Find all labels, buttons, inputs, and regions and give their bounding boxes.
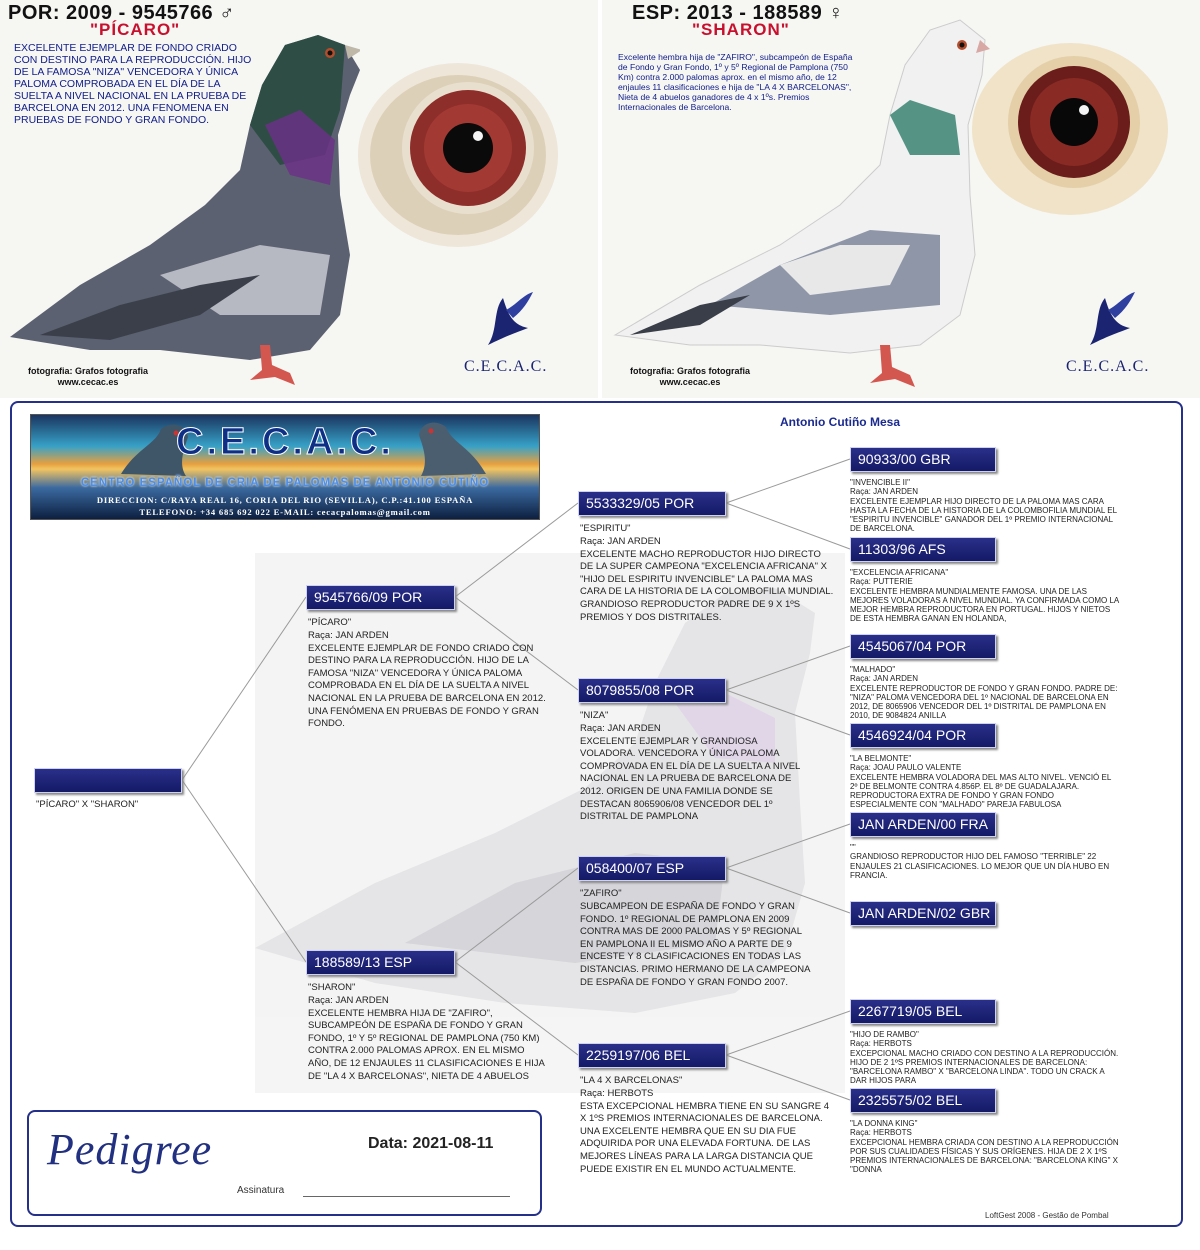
signature-label: Assinatura xyxy=(237,1185,285,1196)
sds-name: "MALHADO" xyxy=(850,665,896,674)
credit-line-1: fotografia: Grafos fotografia xyxy=(630,366,751,376)
sire-dam-description: EXCELENTE EJEMPLAR Y GRANDIOSA VOLADORA. VENCEDORA Y ÚNICA PALOMA COMPROVADA EN EL DÍA DE LA SUELTA A NIVEL NACIONAL EN LA PRUEBA DE BARCELONA DE 2012. ORIGEN DE UNA FAMILIA DONDE SE DESTACAN 8065906/08 VENCEDOR DEL 1º DISTRITAL DE PAMPLONA xyxy=(580,735,800,823)
dam-sire-ring-box[interactable]: 058400/07 ESP xyxy=(578,856,726,881)
dss-description: GRANDIOSO REPRODUCTOR HIJO DEL FAMOSO "TERRIBLE" 22 ENJAULES 21 CLASIFICACIONES. LO MEJOR QUE UN DÍA HUBO EN FRANCIA. xyxy=(850,852,1110,880)
ssd-race: Raça: PUTTERIE xyxy=(850,577,913,587)
dds-race: Raça: HERBOTS xyxy=(850,1039,912,1049)
picaro-name: "PÍCARO" xyxy=(90,20,181,39)
dam-name: "SHARON" xyxy=(308,982,356,993)
dam-sire-name: "ZAFIRO" xyxy=(580,888,622,899)
cecac-banner xyxy=(30,414,540,520)
ddd-details xyxy=(850,1119,1120,1175)
dds-details xyxy=(850,1030,1120,1086)
sire-name: "PÍCARO" xyxy=(308,617,352,628)
picaro-photo-credit xyxy=(28,366,148,388)
eye-sharon-image xyxy=(970,40,1170,218)
sdd-details xyxy=(850,754,1120,810)
sdd-description: EXCELENTE HEMBRA VOLADORA DEL MAS ALTO NIVEL. VENCIÓ EL 2º DE BELMONTE CONTRA 4.856P. EL 8º DE GUADALAJARA. REPRODUCTORA EXTRA DE FONDO Y GRAN FONDO ESPECIALMENTE CON "MALHADO" PAREJA FABULOSA xyxy=(850,772,1111,810)
sdd-ring-box[interactable]: 4546924/04 POR xyxy=(850,723,996,748)
picaro-description: EXCELENTE EJEMPLAR DE FONDO CRIADO CON DESTINO PARA LA REPRODUCCIÓN. HIJO DE LA FAMOSA "NIZA" VENCEDORA Y ÚNICA PALOMA COMPROBADA EN EL DÍA DE LA SUELTA A NIVEL NACIONAL EN LA PRUEBA DE BARCELONA EN 2012. UNA FENOMENA EN PRUEBAS DE FONDO Y GRAN FONDO. xyxy=(14,42,252,126)
sss-race: Raça: JAN ARDEN xyxy=(850,487,919,497)
cecac-logo-bird-icon xyxy=(1080,290,1140,350)
cecac-logo-text: C.E.C.A.C. xyxy=(464,358,548,375)
sire-dam-ring-box[interactable]: 8079855/08 POR xyxy=(578,678,726,703)
owner-name: Antonio Cutiño Mesa xyxy=(780,415,900,429)
dam-dam-race: Raça: HERBOTS xyxy=(580,1088,654,1099)
dsd-ring-box[interactable]: JAN ARDEN/02 GBR xyxy=(850,901,996,926)
sire-sire-race: Raça: JAN ARDEN xyxy=(580,536,661,547)
sss-description: EXCELENTE EJEMPLAR HIJO DIRECTO DE LA PALOMA MAS CARA HASTA LA FECHA DE LA HISTORIA DE LA COLOMBOFILIA MUNDIAL EL "ESPIRITU INVENCIBLE" GANADOR DEL 1º PREMIO INTERNACIONAL DE BARCELONA. xyxy=(850,496,1117,534)
picaro-title: POR: 2009 - 9545766 ♂ xyxy=(8,2,235,24)
dam-details xyxy=(308,995,546,1083)
sharon-description: Excelente hembra hija de "ZAFIRO", subcampeón de España de Fondo y Gran Fondo, 1º y 5º Regional de Pamplona (750 Km) contra 2.000 palomas aprox. en el mismo año, de 12 enjaules 11 clasificaciones e hija de "LA 4 X BARCELONAS", Nieta de 4 abuelos ganadores de 4 x 1ºs. Premios Internacionales de Barcelona. xyxy=(618,52,853,112)
sss-name: "INVENCIBLE II" xyxy=(850,478,910,487)
sire-ring-box[interactable]: 9545766/09 POR xyxy=(306,585,455,610)
sire-sire-ring-box[interactable]: 5533329/05 POR xyxy=(578,491,726,516)
dam-race: Raça: JAN ARDEN xyxy=(308,995,389,1006)
dds-description: EXCEPCIONAL MACHO CRIADO CON DESTINO A LA REPRODUCCIÓN. HIJO DE 2 1ºS PREMIOS INTERNACIONALES DE BARCELONA: "BARCELONA RAMBO" X "BARCELONA LINDA". TODO UN CRACK A DAR HIJOS PARA xyxy=(850,1048,1119,1086)
cecac-logo-bird-icon xyxy=(478,290,538,350)
banner-subtitle: CENTRO ESPAÑOL DE CRIA DE PALOMAS DE ANTONIO CUTIÑO xyxy=(80,477,490,489)
ddd-ring-box[interactable]: 2325575/02 BEL xyxy=(850,1088,996,1113)
banner-address: DIRECCION: C/RAYA REAL 16, CORIA DEL RIO (SEVILLA), C.P.:41.100 ESPAÑA xyxy=(96,495,474,505)
dam-dam-description: ESTA EXCEPCIONAL HEMBRA TIENE EN SU SANGRE 4 X 1ºS PREMIOS INTERNACIONALES DE BARCELONA. UNA EXCELENTE HEMBRA QUE EN SU DIA FUE ADQUIRIDA POR UNA ELEVADA FORTUNA. DE LAS MEJORES LÍNEAS PARA LA LARGA DISTANCIA QUE PUEDE EXISTIR EN EL MUNDO ACTUALMENTE. xyxy=(580,1100,830,1175)
credit-line-2: www.cecac.es xyxy=(659,377,721,387)
sdd-race: Raça: JOAU PAULO VALENTE xyxy=(850,763,962,773)
dds-name: "HIJO DE RAMBO" xyxy=(850,1030,919,1039)
subject-ring-box[interactable] xyxy=(34,768,182,793)
eye-picaro-image xyxy=(356,60,561,250)
dam-sire-details xyxy=(580,901,816,989)
banner-title: C.E.C.A.C. xyxy=(176,421,394,463)
sire-sire-description: EXCELENTE MACHO REPRODUCTOR HIJO DIRECTO DE LA SUPER CAMPEONA "EXCELENCIA AFRICANA" X "HIJO DEL ESPIRITU INVENCIBLE" LA PALOMA MAS CARA DE LA HISTORIA DE LA COLOMBOFILIA MUNDIAL. GRANDIOSO REPRODUCTOR PADRE DE 9 X 1ºS PREMIOS Y DOS DISTRITALES. xyxy=(580,548,834,623)
banner-contact: TELEFONO: +34 685 692 022 E-MAIL: cecacpalomas@gmail.com xyxy=(139,507,431,517)
subject-label: "PÍCARO" X "SHARON" xyxy=(36,799,139,810)
sss-details xyxy=(850,478,1120,534)
pigeon-sharon-image xyxy=(610,5,990,395)
credit-line-1: fotografia: Grafos fotografia xyxy=(28,366,149,376)
ssd-name: "EXCELENCIA AFRICANA" xyxy=(850,568,949,577)
ddd-name: "LA DONNA KING" xyxy=(850,1119,918,1128)
sharon-photo-credit xyxy=(630,366,750,388)
sire-dam-details xyxy=(580,723,802,824)
sire-sire-details xyxy=(580,536,836,624)
sss-ring-box[interactable]: 90933/00 GBR xyxy=(850,447,996,472)
ddd-race: Raça: HERBOTS xyxy=(850,1128,912,1138)
cecac-logo-text: C.E.C.A.C. xyxy=(1066,358,1150,375)
photo-panel-picaro xyxy=(0,0,598,398)
footer-credit: LoftGest 2008 - Gestão de Pombal xyxy=(985,1211,1109,1220)
sds-race: Raça: JAN ARDEN xyxy=(850,674,919,684)
pedigree-title: Pedigree xyxy=(47,1125,213,1174)
sire-dam-name: "NIZA" xyxy=(580,710,609,721)
sire-sire-name: "ESPIRITU" xyxy=(580,523,631,534)
sdd-name: "LA BELMONTE" xyxy=(850,754,912,763)
photo-panel-sharon xyxy=(602,0,1200,398)
ddd-description: EXCEPCIONAL HEMBRA CRIADA CON DESTINO A LA REPRODUCCIÓN POR SUS CUALIDADES FÍSICAS Y SUS ORÍGENES. HIJA DE 2 X 1ºS PREMIOS INTERNACIONALES DE BARCELONA: "BARCELONA KING" X "DONNA xyxy=(850,1137,1119,1175)
dam-ring-box[interactable]: 188589/13 ESP xyxy=(306,950,455,975)
dss-name: "" xyxy=(850,843,856,852)
dam-description: EXCELENTE HEMBRA HIJA DE "ZAFIRO", SUBCAMPEÓN DE ESPAÑA DE FONDO Y GRAN FONDO, 1º Y 5º REGIONAL DE PAMPLONA (750 KM) CONTRA 2.000 PALOMAS APROX. EN EL MISMO AÑO, DE 12 ENJAULES 11 CLASIFICACIONES E HIJA DE "LA 4 X BARCELONAS", NIETA DE 4 ABUELOS xyxy=(308,1007,545,1082)
dam-dam-name: "LA 4 X BARCELONAS" xyxy=(580,1075,683,1086)
sire-race: Raça: JAN ARDEN xyxy=(308,630,389,641)
credit-line-2: www.cecac.es xyxy=(57,377,119,387)
dam-dam-details xyxy=(580,1088,830,1176)
dam-sire-description: SUBCAMPEON DE ESPAÑA DE FONDO Y GRAN FONDO. 1º REGIONAL DE PAMPLONA EN 2009 CONTRA MAS DE 2000 PALOMAS Y 5º REGIONAL EN PAMPLONA II EL MISMO AÑO A PARTE DE 9 ENCESTE Y 8 CLASIFICACIONES EN TODAS LAS DISTANCIAS. PRIMO HERMANO DE LA CAMPEONA DE ESPAÑA DE FONDO Y GRAN FONDO 2007. xyxy=(580,901,810,988)
signature-line[interactable] xyxy=(303,1196,510,1197)
sire-dam-race: Raça: JAN ARDEN xyxy=(580,723,661,734)
ssd-description: EXCELENTE HEMBRA MUNDIALMENTE FAMOSA. UNA DE LAS MEJORES VOLADORAS A NIVEL MUNDIAL. YA CONFIRMADA COMO LA MEJOR HEMBRA REPRODUCTORA EN PORTUGAL. HIJOS Y NIETOS DE ESTA HEMBRA GANAN EN HOLANDA, xyxy=(850,586,1119,624)
sds-ring-box[interactable]: 4545067/04 POR xyxy=(850,634,996,659)
ssd-details xyxy=(850,568,1120,624)
sds-details xyxy=(850,665,1120,721)
sharon-name: "SHARON" xyxy=(692,20,790,39)
dss-details xyxy=(850,843,1120,880)
sds-description: EXCELENTE REPRODUCTOR DE FONDO Y GRAN FONDO. PADRE DE: "NIZA" PALOMA VENCEDORA DEL 1º NACIONAL DE BARCELONA EN 2012, DE 8065906 VENCEDOR DEL 1º DISTRITAL DE PAMPLONA EN 2010, DE 9084824 ANILLA xyxy=(850,683,1118,721)
dss-ring-box[interactable]: JAN ARDEN/00 FRA xyxy=(850,812,996,837)
ssd-ring-box[interactable]: 11303/96 AFS xyxy=(850,537,996,562)
date-label: Data: 2021-08-11 xyxy=(368,1135,494,1152)
sire-details xyxy=(308,630,556,731)
sire-description: EXCELENTE EJEMPLAR DE FONDO CRIADO CON DESTINO PARA LA REPRODUCCIÓN. HIJO DE LA FAMOSA "NIZA" VENCEDORA Y ÚNICA PALOMA COMPROBADA EN EL DÍA DE LA SUELTA A NIVEL NACIONAL EN LA PRUEBA DE BARCELONA EN 2012. UNA FENÓMENA EN PRUEBAS DE FONDO Y GRAN FONDO. xyxy=(308,642,546,730)
dds-ring-box[interactable]: 2267719/05 BEL xyxy=(850,999,996,1024)
dam-dam-ring-box[interactable]: 2259197/06 BEL xyxy=(578,1043,726,1068)
sharon-title: ESP: 2013 - 188589 ♀ xyxy=(632,2,844,24)
pigeon-picaro-image xyxy=(0,15,360,395)
